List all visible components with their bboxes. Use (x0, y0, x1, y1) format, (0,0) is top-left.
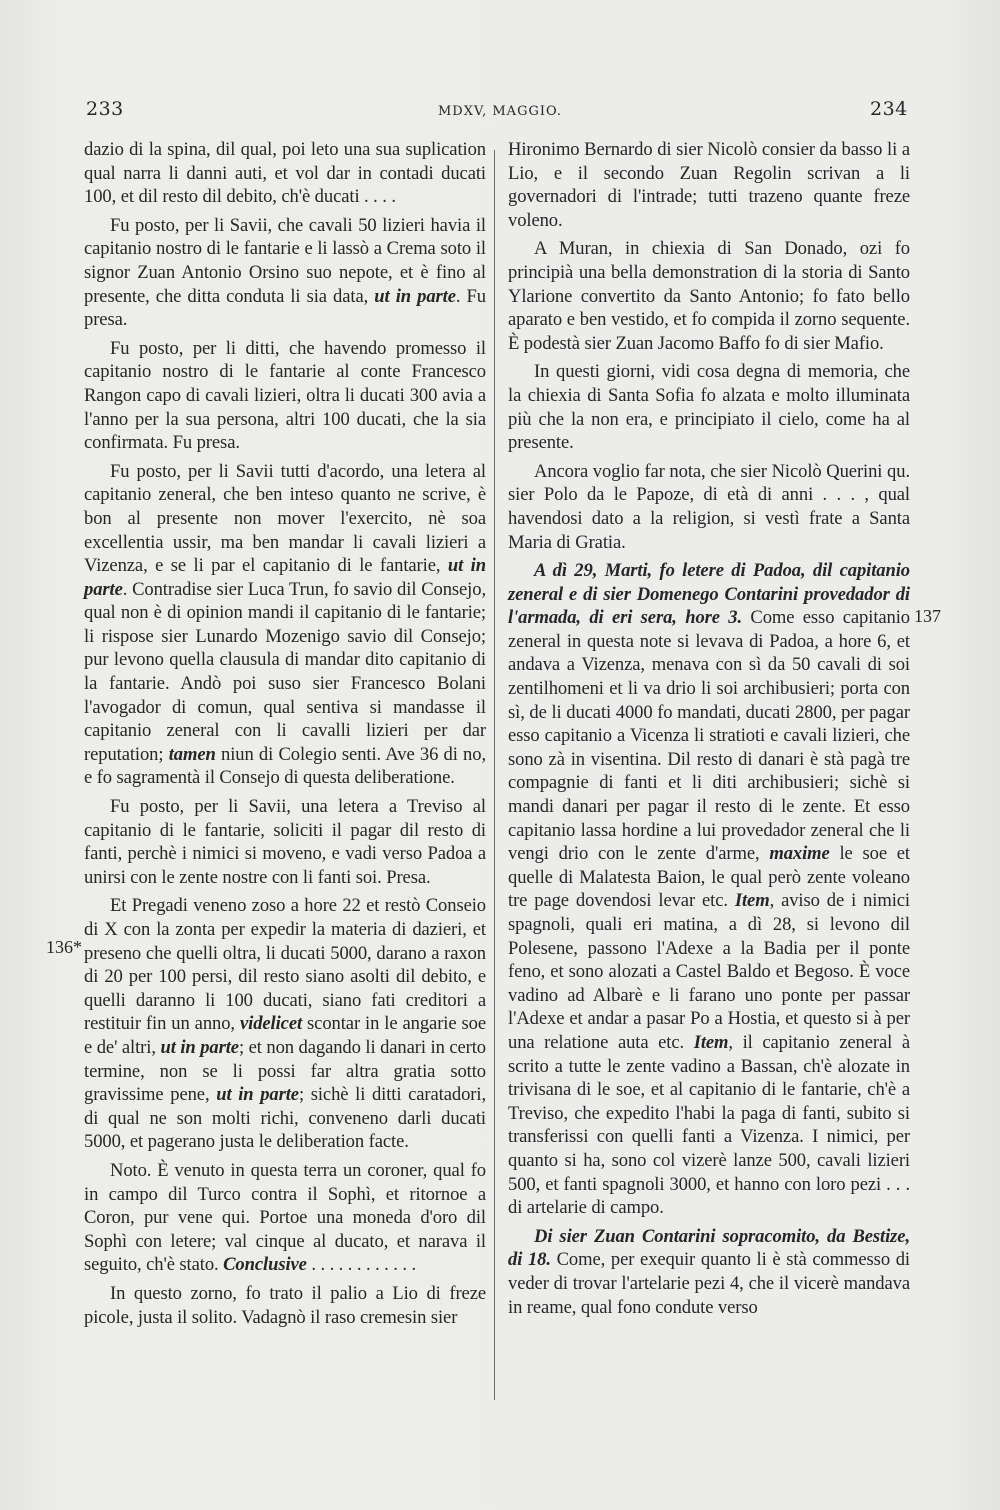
italic-emphasis: ut in parte (216, 1084, 299, 1106)
paragraph: Fu posto, per li Savii tutti d'acordo, una letera al capitanio zeneral, che ben inteso quanto ne scrive, è bon al presente non mover l'exercito, nè soa excellentia ussir, ma ben mandar li cavali lizieri a Vizenza, e se li par el capitanio di le fantarie, ut in parte. Contradise sier Luca Trun, fo savio dil Consejo, qual non è di opinion mandi il capitanio di le fantarie; li rispose sier Lunardo Mozenigo savio dil Consejo; pur levono quella clausula di mandar dito capitanio di la fantarie. Andò poi suso sier Francesco Bolani l'avogador di comun, qual sentiva si mandasse il capitanio zeneral con li cavalli lizieri per dar reputation; tamen niun di Colegio senti. Ave 36 di no, e fo sagramentà il Consejo di questa deliberatione. (84, 460, 486, 789)
margin-number-right: 137 (914, 606, 941, 626)
italic-emphasis: ut in parte (160, 1036, 239, 1058)
paragraph: A Muran, in chiexia di San Donado, ozi fo principià una bella demonstration di la storia di Santo Ylarione convertito da Santo Antonio; fo fato bello aparato e ben vestido, et fo compida il zorno sequente. È podestà sier Zuan Jacomo Baffo fo di sier Mafio. (508, 238, 910, 354)
italic-emphasis: Item (734, 890, 770, 912)
paragraph: In questi giorni, vidi cosa degna di memoria, che la chiexia di Santa Sofia fo alzata e molto illuminata più che la non era, e principiato il cielo, come ha al presente. (508, 361, 910, 454)
paragraph: In questo zorno, fo trato il palio a Lio di freze picole, justa il solito. Vadagnò il raso cremesin sier (84, 1282, 486, 1328)
italic-emphasis: videlicet (239, 1013, 303, 1035)
italic-emphasis: tamen (168, 743, 216, 765)
paragraph: Di sier Zuan Contarini sopracomito, da Bestize, di 18. Come, per exequir quanto li è stà commesso di veder di trovar l'artelarie pezi 4, che il vicerè mandava in reame, qual fono condute verso (508, 1225, 910, 1318)
italic-emphasis: A dì 29, Marti, fo letere di Padoa, dil capitanio zeneral e di sier Domenego Contarini provedador di l'armada, di eri sera, hore 3. (508, 560, 910, 629)
right-page-number: 234 (870, 98, 908, 120)
italic-emphasis: ut in parte (84, 555, 486, 600)
paragraph: dazio di la spina, dil qual, poi leto una sua suplication qual narra li danni auti, et vol dar in contadi ducati 100, et dil resto dil debito, ch'è ducati . . . . (84, 139, 486, 208)
paragraph: Ancora voglio far nota, che sier Nicolò Querini qu. sier Polo da le Papoze, di età di anni . . . , qual havendosi dato a la religion, si vestì frate a Santa Maria di Gratia. (508, 460, 910, 553)
italic-emphasis: Conclusive (223, 1254, 307, 1276)
paragraph: Fu posto, per li Savii, che cavali 50 lizieri havia il capitanio nostro di le fantarie e li lassò a Crema soto il signor Zuan Antonio Orsino suo nepote, et è fino al presente, che ditta conduta li sia data, ut in parte. Fu presa. (84, 214, 486, 331)
left-page-number: 233 (86, 98, 124, 120)
paragraph: Fu posto, per li ditti, che havendo promesso il capitanio nostro di le fantarie al conte Francesco Rangon capo di cavali lizieri, oltra li ducati 300 avia a l'anno per la sua persona, altri 100 ducati, che la sia confirmata. Fu presa. (84, 337, 486, 454)
paragraph: Hironimo Bernardo di sier Nicolò consier da basso li a Lio, e il secondo Zuan Regolin scrivan a li governadori di l'intrade; tutti trazeno quante freze voleno. (508, 139, 910, 231)
left-text-column (84, 138, 486, 1334)
paragraph: A dì 29, Marti, fo letere di Padoa, dil capitanio zeneral e di sier Domenego Contarini provedador di l'armada, di eri sera, hore 3. Come esso capitanio zeneral in questa note si levava di Padoa, a hore 6, et andava a Vizenza, menava con sì da 50 cavali di soi zentilhomeni et li va drio li soi archibusieri; porta con sì, de li ducati 4000 fo mandati, ducati 2800, per pagar esso capitanio a Vicenza li stratioti e cavali lizieri, che sono zà in visentina. Dil resto di danari è stà pagà tre compagnie di fanti et li diti archibusieri; sichè si mandi danari per pagar il resto di le zente. Et esso capitanio lassa hordine a lui provedador zeneral che li vengi drio con le zente d'arme, maxime le soe et quelle di Malatesta Baion, le qual però zente voleano tre page dovendosi levar etc. Item, aviso de i nimici spagnoli, quali eri matina, a dì 28, si levono dil Polesene, passono l'Adexe a la Badia per il ponte feno, et sono alozati a Castel Baldo et Begoso. È voce vadino ad Albarè e li farano uno ponte per passar l'Adexe et andar a pasar Po a Hostia, et questo si à per una relatione auta etc. Item, il capitanio zeneral à scrito a tutte le zente vadino a Bassan, ch'è alozate in trivisana di le soe, et al capitanio di le fantarie, ch'è a Treviso, che expedito l'habi la paga di fanti, subito si transferissi con quelli fanti a Vizenza. I nimici, per quanto si ha, sono col vizerè lanze 500, cavali lizieri 500, et fanti spagnoli 3000, et hanno con loro pezi . . . di artelarie di campo. (508, 560, 910, 1219)
paragraph: Noto. È venuto in questa terra un coroner, qual fo in campo dil Turco contra il Sophì, et ritornoe a Coron, pur vene qui. Portoe una moneda d'oro dil Sophì con letere; val cinque al ducato, et narava il seguito, ch'è stato. Conclusive . . . . . . . . . . . . (84, 1159, 486, 1276)
margin-number-left: 136* (46, 937, 82, 957)
italic-emphasis: maxime (769, 843, 830, 865)
italic-emphasis: Di sier Zuan Contarini sopracomito, da Bestize, di 18. (508, 1225, 910, 1271)
column-divider (494, 150, 495, 1400)
paragraph: Fu posto, per li Savii, una letera a Treviso al capitanio di le fantarie, soliciti il pagar dil resto di fanti, perchè i nimici si moveno, e vadi verso Padoa a unirsi con le zente nostre con li fanti soi. Presa. (84, 796, 486, 888)
paragraph: Et Pregadi veneno zoso a hore 22 et restò Conseio di X con la zonta per expedir la materia di dazieri, et preseno che quelli oltra, li ducati 5000, darano a raxon di 20 per 100 persi, dil resto siano asolti dil debito, e quelli daranno li 100 ducati, siano fati creditori a restituir fin un anno, videlicet scontar in le angarie soe e de' altri, ut in parte; et non dagando li danari in certo termine, non se li possi far altra gratia sotto gravissime pene, ut in parte; sichè li ditti caratadori, di qual ne son molti richi, conveneno darli ducati 5000, et pagerano justa le deliberation facte. (84, 895, 486, 1153)
right-text-column (508, 138, 910, 1324)
italic-emphasis: Item (693, 1031, 729, 1053)
running-header: MDXV, MAGGIO. (438, 104, 563, 119)
italic-emphasis: ut in parte (374, 285, 456, 307)
